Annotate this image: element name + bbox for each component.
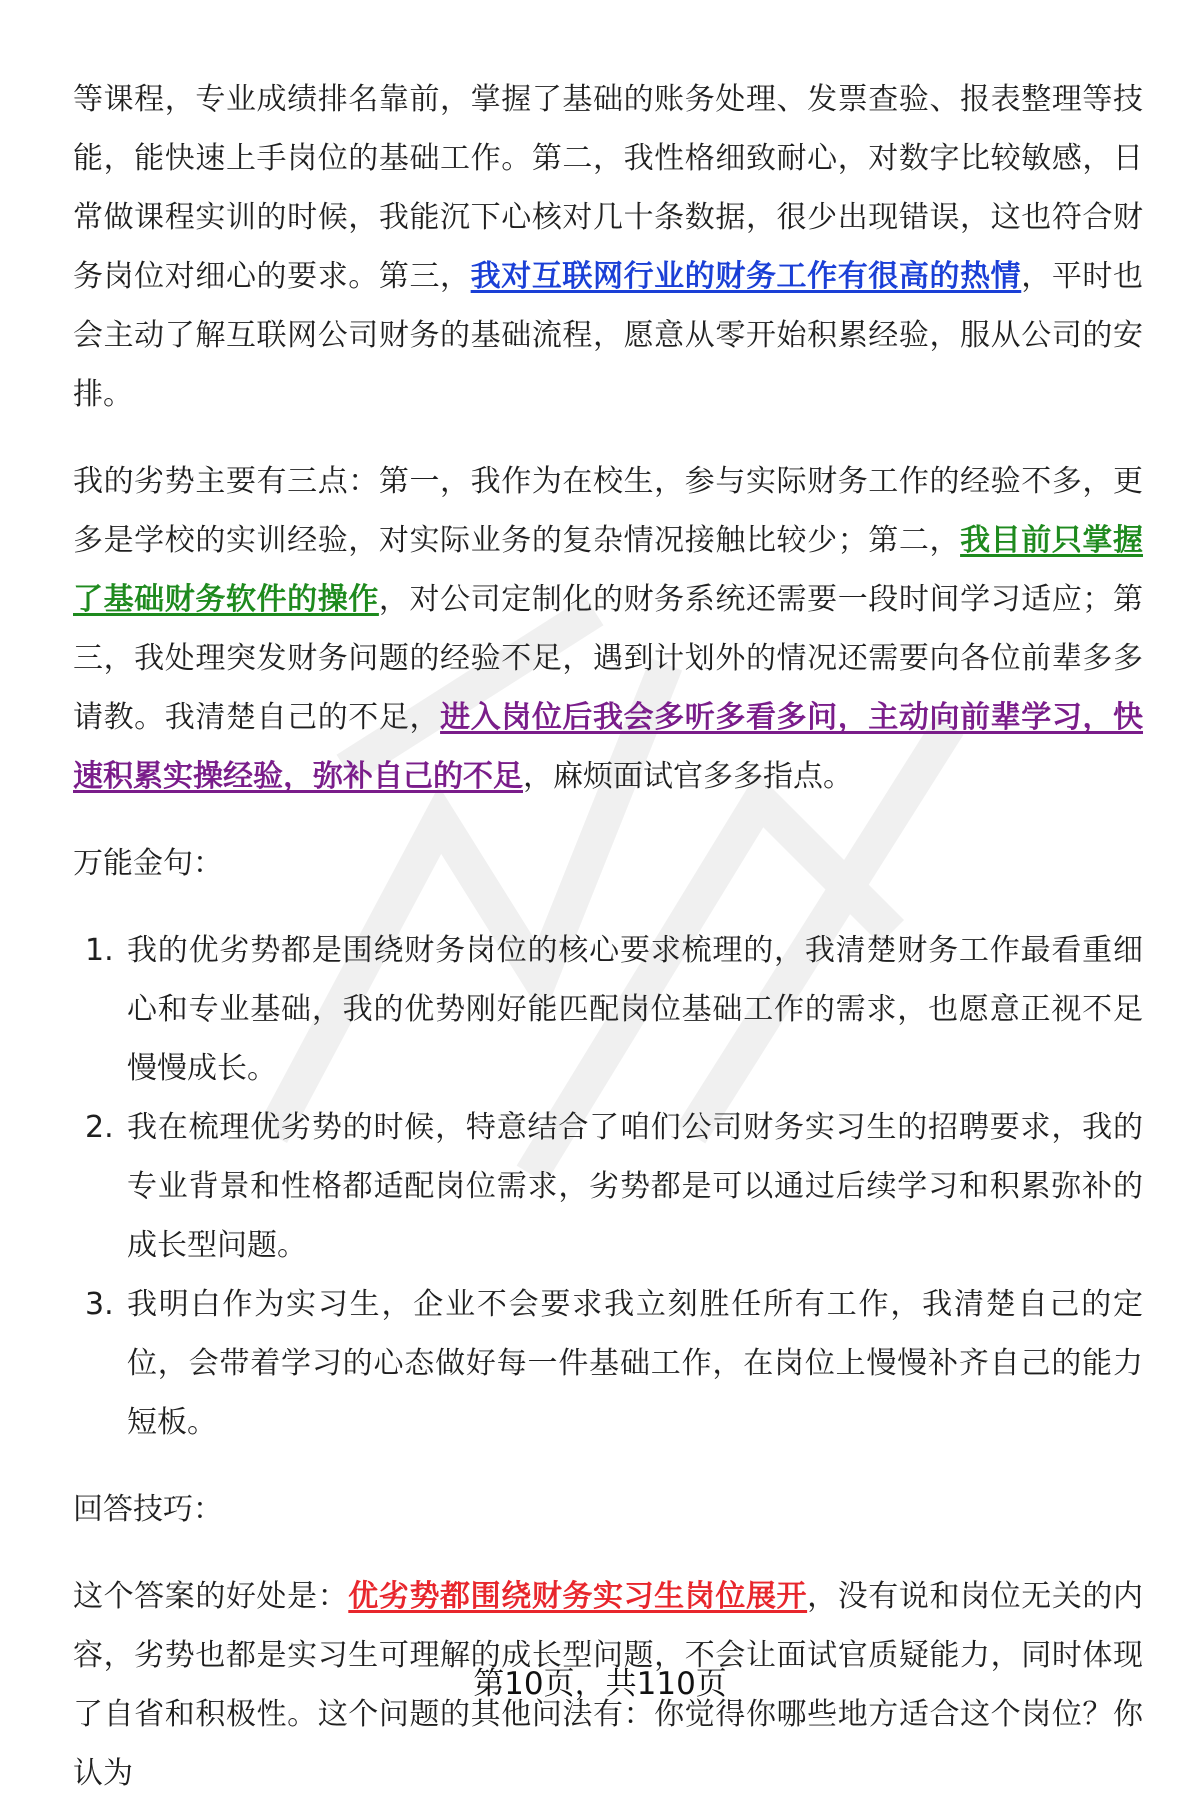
- highlight-purple: 进入岗位后我会多听多看多问，主动向前辈学习，快速积累实操经验，弥补自己的不足: [73, 700, 1144, 794]
- list-number: 2.: [85, 1110, 114, 1145]
- text-run: ，没有说和岗位无关的内容，劣势也都是实习生可理解的成长型问题，不会让面试官质疑能力，同时体现了自省和积极性。这个问题的其他问法有：你觉得你哪些地方适合这个岗位？你认为: [73, 1579, 1144, 1791]
- weaknesses-paragraph: [73, 452, 1143, 806]
- golden-sentences-heading: 万能金句：: [73, 846, 223, 881]
- list-item-text: 我明白作为实习生，企业不会要求我立刻胜任所有工作，我清楚自己的定位，会带着学习的心态做好每一件基础工作，在岗位上慢慢补齐自己的能力短板。: [127, 1287, 1143, 1440]
- highlight-blue: 我对互联网行业的财务工作有很高的热情: [470, 259, 1022, 294]
- strengths-paragraph: [73, 70, 1143, 424]
- answer-tips-heading: 回答技巧：: [73, 1492, 223, 1527]
- list-item: [73, 921, 1143, 1098]
- list-item: [73, 1275, 1143, 1452]
- text-run: ，对公司定制化的财务系统还需要一段时间学习适应；第三，我处理突发财务问题的经验不足，遇到计划外的情况还需要向各位前辈多多请教。我清楚自己的不足，: [73, 582, 1144, 735]
- text-run: ，平时也会主动了解互联网公司财务的基础流程，愿意从零开始积累经验，服从公司的安排。: [73, 259, 1144, 412]
- list-item: [73, 1098, 1143, 1275]
- page-number-footer: 第10页，共110页: [473, 1666, 727, 1702]
- text-run: 这个答案的好处是：: [73, 1579, 349, 1614]
- list-item-text: 我在梳理优劣势的时候，特意结合了咱们公司财务实习生的招聘要求，我的专业背景和性格都适配岗位需求，劣势都是可以通过后续学习和积累弥补的成长型问题。: [127, 1110, 1143, 1263]
- highlight-green: 我目前只掌握了基础财务软件的操作: [73, 523, 1144, 617]
- list-number: 1.: [85, 933, 114, 968]
- text-run: 等课程，专业成绩排名靠前，掌握了基础的账务处理、发票查验、报表整理等技能，能快速上手岗位的基础工作。第二，我性格细致耐心，对数字比较敏感，日常做课程实训的时候，我能沉下心核对几十条数据，很少出现错误，这也符合财务岗位对细心的要求。第三，: [73, 82, 1143, 294]
- text-run: 我的劣势主要有三点：第一，我作为在校生，参与实际财务工作的经验不多，更多是学校的实训经验，对实际业务的复杂情况接触比较少；第二，: [73, 464, 1143, 558]
- golden-sentences-list: [73, 921, 1143, 1452]
- highlight-red: 优劣势都围绕财务实习生岗位展开: [348, 1579, 808, 1614]
- text-run: ，麻烦面试官多多指点。: [523, 759, 853, 794]
- document-body: [73, 70, 1143, 1803]
- list-number: 3.: [85, 1287, 114, 1322]
- list-item-text: 我的优劣势都是围绕财务岗位的核心要求梳理的，我清楚财务工作最看重细心和专业基础，我的优势刚好能匹配岗位基础工作的需求，也愿意正视不足慢慢成长。: [127, 933, 1143, 1086]
